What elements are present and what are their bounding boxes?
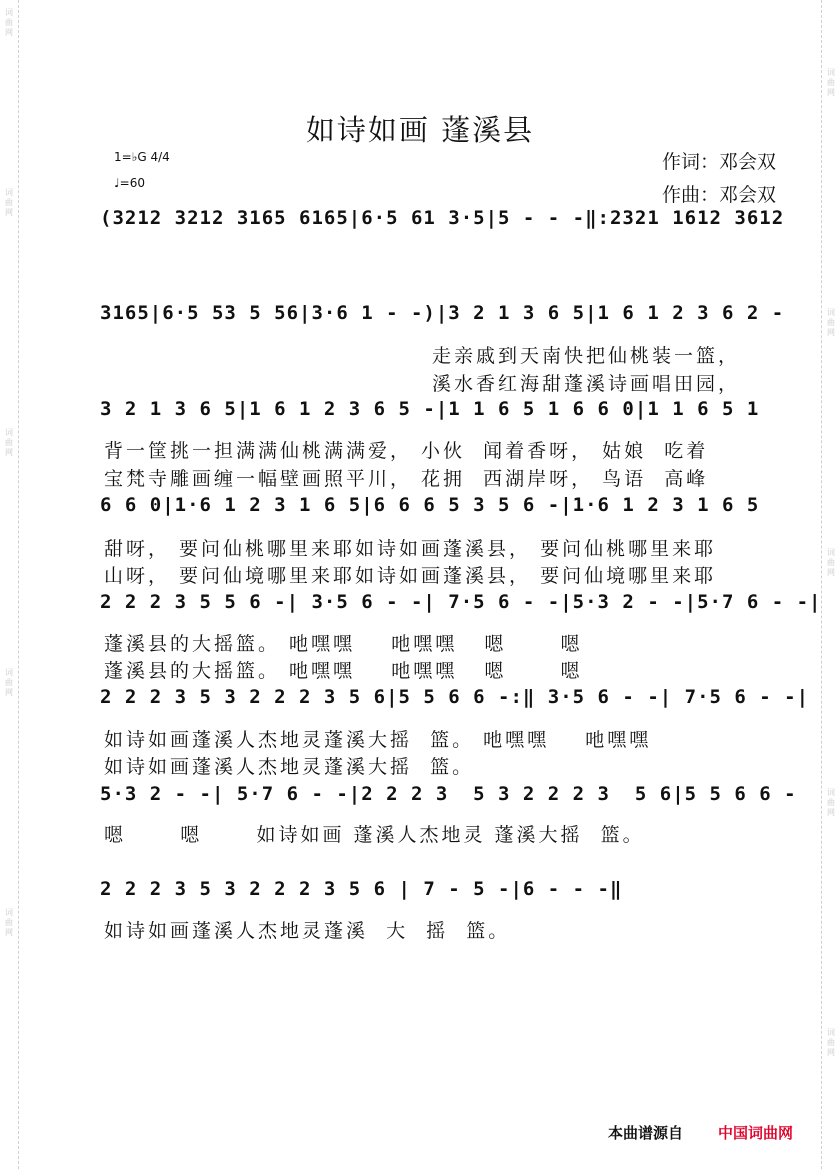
lyric-line: 嗯 嗯 如诗如画 蓬溪人杰地灵 蓬溪大摇 篮。: [104, 824, 645, 846]
composer-credit: 作曲：邓会双: [662, 184, 777, 206]
lyric-line: 走亲戚到天南快把仙桃装一篮，: [432, 345, 741, 367]
score-line-4: 6 6 0|1·6 1 2 3 1 6 5|6 6 6 5 3 5 6 -|1·6 1 2 3 1 6 5: [100, 494, 760, 516]
watermark-char: 网: [5, 208, 13, 217]
watermark-char: 网: [5, 28, 13, 37]
watermark-char: 曲: [827, 318, 835, 327]
lyric-line: 如诗如画蓬溪人杰地灵蓬溪大摇 篮。: [104, 756, 475, 778]
watermark-char: 网: [827, 1048, 835, 1057]
right-watermark-strip: [821, 0, 840, 1169]
source-label: 本曲谱源自: [608, 1124, 684, 1142]
watermark-char: 曲: [5, 678, 13, 687]
watermark-char: 网: [827, 808, 835, 817]
lyric-line: 甜呀， 要问仙桃哪里来耶如诗如画蓬溪县， 要问仙桃哪里来耶: [104, 538, 717, 560]
lyric-line: 蓬溪县的大摇篮。 吔嘿嘿 吔嘿嘿 嗯 嗯: [104, 633, 583, 655]
score-line-7: 5·3 2 - -| 5·7 6 - -|2 2 2 3 5 3 2 2 2 3 5 6|5 5 6 6 -: [100, 783, 797, 805]
watermark-char: 曲: [827, 558, 835, 567]
watermark-char: 曲: [827, 78, 835, 87]
watermark-char: 词: [827, 68, 835, 77]
watermark-char: 词: [827, 308, 835, 317]
watermark-char: 词: [5, 8, 13, 17]
lyric-line: 蓬溪县的大摇篮。 吔嘿嘿 吔嘿嘿 嗯 嗯: [104, 660, 583, 682]
site-name[interactable]: 中国词曲网: [718, 1124, 794, 1142]
lyric-line: 如诗如画蓬溪人杰地灵蓬溪大摇 篮。 吔嘿嘿 吔嘿嘿: [104, 729, 652, 751]
score-line-2: 3165|6·5 53 5 56|3·6 1 - -)|3 2 1 3 6 5|1 6 1 2 3 6 2 -: [100, 302, 785, 324]
watermark-char: 曲: [5, 918, 13, 927]
left-watermark-strip: [0, 0, 19, 1169]
lyric-line: 如诗如画蓬溪人杰地灵蓬溪 大 摇 篮。: [104, 920, 511, 942]
lyric-line: 山呀， 要问仙境哪里来耶如诗如画蓬溪县， 要问仙境哪里来耶: [104, 565, 717, 587]
watermark-char: 词: [827, 788, 835, 797]
watermark-char: 词: [5, 908, 13, 917]
score-line-5: 2 2 2 3 5 5 6 -| 3·5 6 - -| 7·5 6 - -|5·3 2 - -|5·7 6 - -|: [100, 591, 822, 613]
score-line-1: (3212 3212 3165 6165|6·5 61 3·5|5 - - -‖:2321 1612 3612: [100, 207, 785, 229]
song-title: 如诗如画 蓬溪县: [305, 113, 535, 147]
score-line-8: 2 2 2 3 5 3 2 2 2 3 5 6 | 7 - 5 -|6 - - -‖: [100, 878, 623, 900]
watermark-char: 词: [5, 428, 13, 437]
lyric-line: 宝梵寺雕画缠一幅壁画照平川， 花拥 西湖岸呀， 鸟语 高峰: [104, 468, 709, 490]
watermark-char: 网: [5, 928, 13, 937]
watermark-char: 曲: [827, 798, 835, 807]
watermark-char: 曲: [827, 1038, 835, 1047]
lyric-line: 背一筐挑一担满满仙桃满满爱， 小伙 闻着香呀， 姑娘 吃着: [104, 440, 709, 462]
key-signature: 1=♭G 4/4: [114, 150, 170, 164]
watermark-char: 网: [5, 688, 13, 697]
lyricist-credit: 作词：邓会双: [662, 151, 777, 173]
watermark-char: 网: [827, 328, 835, 337]
watermark-char: 曲: [5, 198, 13, 207]
lyric-line: 溪水香红海甜蓬溪诗画唱田园，: [432, 373, 741, 395]
watermark-char: 网: [5, 448, 13, 457]
watermark-char: 词: [827, 548, 835, 557]
watermark-char: 词: [5, 188, 13, 197]
watermark-char: 网: [827, 568, 835, 577]
score-line-6: 2 2 2 3 5 3 2 2 2 3 5 6|5 5 6 6 -:‖ 3·5 6 - -| 7·5 6 - -|: [100, 686, 810, 708]
watermark-char: 网: [827, 88, 835, 97]
watermark-char: 词: [5, 668, 13, 677]
watermark-char: 曲: [5, 438, 13, 447]
tempo-marking: ♩=60: [114, 176, 145, 190]
watermark-char: 曲: [5, 18, 13, 27]
score-line-3: 3 2 1 3 6 5|1 6 1 2 3 6 5 -|1 1 6 5 1 6 6 0|1 1 6 5 1: [100, 398, 760, 420]
watermark-char: 词: [827, 1028, 835, 1037]
